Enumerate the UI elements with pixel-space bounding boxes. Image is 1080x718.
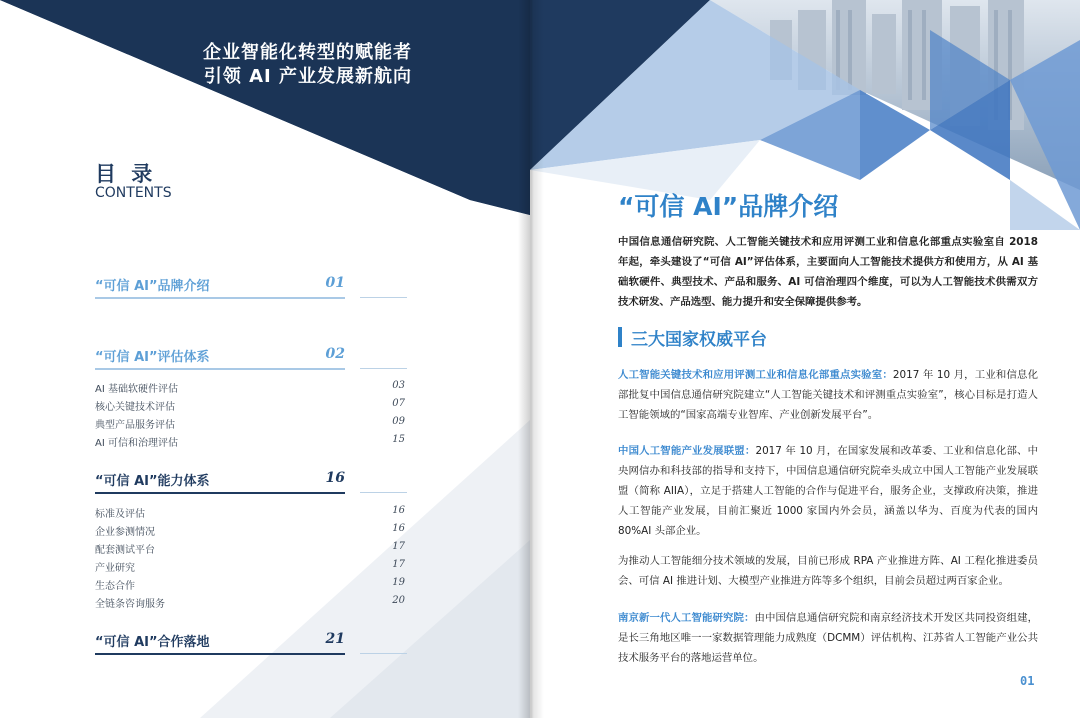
toc-chapter-evaluation[interactable] — [95, 346, 345, 370]
toc-item-label: AI 基础软硬件评估 — [95, 384, 178, 395]
chapter-side-line — [360, 653, 407, 654]
chapter-page: 02 — [325, 346, 345, 362]
platform-desc: 2017 年 10 月，工业和信息化部批复中国信息通信研究院建立“人工智能关键技术和评测重点实验室”，核心目标是打造人工智能领域的“国家高端专业智库、产业创新发展平台”。 — [618, 369, 1039, 421]
slogan-line-2: 引领 AI 产业发展新航向 — [203, 66, 412, 87]
organizations-paragraph: 为推动人工智能细分技术领域的发展，目前已形成 RPA 产业推进方阵、AI 工程化推进委员会、可信 AI 推进计划、大模型产业推进方阵等多个组织，目前会员超过两百家企业。 — [618, 555, 1038, 587]
toc-item[interactable] — [95, 523, 405, 539]
toc-item-label: 企业参测情况 — [95, 527, 155, 538]
slogan-line-1: 企业智能化转型的赋能者 — [203, 42, 412, 63]
chapter-side-line — [360, 492, 407, 493]
chapter-underline — [95, 297, 345, 299]
platform-paragraph-alliance — [618, 441, 1038, 541]
toc-item-label: 生态合作 — [95, 581, 135, 592]
platform-name: 人工智能关键技术和应用评测工业和信息化部重点实验室： — [618, 369, 893, 381]
chapter-underline — [95, 492, 345, 494]
toc-item[interactable] — [95, 398, 405, 414]
toc-item[interactable] — [95, 541, 405, 557]
section-title: 三大国家权威平台 — [631, 330, 767, 350]
toc-item-page: 17 — [392, 541, 405, 552]
chapter-label: “可信 AI”能力体系 — [95, 474, 210, 489]
platform-name: 南京新一代人工智能研究院： — [618, 612, 755, 624]
toc-item-label: 产业研究 — [95, 563, 135, 574]
section-bar — [618, 327, 622, 347]
toc-item-label: 配套测试平台 — [95, 545, 155, 556]
toc-item[interactable] — [95, 595, 405, 611]
intro-paragraph: 中国信息通信研究院、人工智能关键技术和应用评测工业和信息化部重点实验室自 2018 年起，牵头建设了“可信 AI”评估体系，主要面向人工智能技术提供方和使用方，从 AI 基础软硬件、典型技术、产品和服务、AI 可信治理四个维度，可以为人工智能技术供需双方技术研发、产品选型、能力提升和安全保障提供参考。 — [618, 236, 1038, 308]
toc-title: 目 录 — [95, 162, 157, 186]
left-navy-band-shade — [0, 0, 530, 215]
toc-chapter-brand[interactable] — [95, 275, 345, 299]
toc-chapter-capability[interactable] — [95, 470, 345, 494]
left-page — [0, 0, 530, 718]
toc-item[interactable] — [95, 505, 405, 521]
chapter-label: “可信 AI”评估体系 — [95, 350, 210, 365]
toc-item-label: 全链条咨询服务 — [95, 599, 165, 610]
toc-item[interactable] — [95, 434, 405, 450]
chapter-underline — [95, 653, 345, 655]
toc-item-page: 09 — [392, 416, 405, 427]
toc-item-label: 标准及评估 — [95, 509, 145, 520]
toc-item-page: 17 — [392, 559, 405, 570]
chapter-page: 01 — [325, 275, 345, 291]
page-number: 01 — [1020, 674, 1035, 688]
chapter-side-line — [360, 297, 407, 298]
toc-item-page: 15 — [392, 434, 405, 445]
toc-item[interactable] — [95, 577, 405, 593]
chapter-label: “可信 AI”品牌介绍 — [95, 279, 210, 294]
platform-paragraph-institute — [618, 608, 1038, 668]
platform-desc: 2017 年 10 月，在国家发展和改革委、工业和信息化部、中央网信办和科技部的指导和支持下，中国信息通信研究院牵头成立中国人工智能产业发展联盟（简称 AIIA），立足于搭建人工智能的合作与促进平台，服务企业，支撑政府决策，推进人工智能产业发展，目前汇聚近 1000 家国内外会员，涵盖以华为、百度为代表的国内 80%AI 头部企业。 — [618, 445, 1038, 537]
toc-item-page: 19 — [392, 577, 405, 588]
toc-item-label: 典型产品服务评估 — [95, 420, 175, 431]
chapter-underline — [95, 368, 345, 370]
toc-item[interactable] — [95, 380, 405, 396]
toc-item-page: 16 — [392, 505, 405, 516]
chapter-side-line — [360, 368, 407, 369]
toc-item-page: 03 — [392, 380, 405, 391]
chapter-page: 16 — [325, 470, 345, 486]
platform-name: 中国人工智能产业发展联盟： — [618, 445, 756, 457]
page-title: “可信 AI”品牌介绍 — [618, 192, 839, 221]
chapter-label: “可信 AI”合作落地 — [95, 635, 210, 650]
toc-item-label: AI 可信和治理评估 — [95, 438, 178, 449]
toc-item-page: 07 — [392, 398, 405, 409]
toc-item-page: 20 — [392, 595, 405, 606]
toc-item-page: 16 — [392, 523, 405, 534]
chapter-page: 21 — [325, 631, 345, 647]
platform-paragraph-lab — [618, 365, 1038, 425]
toc-subtitle: CONTENTS — [95, 185, 172, 201]
toc-item[interactable] — [95, 416, 405, 432]
toc-chapter-cooperation[interactable] — [95, 631, 345, 655]
toc-item-label: 核心关键技术评估 — [95, 402, 175, 413]
toc-item[interactable] — [95, 559, 405, 575]
platform-desc: 由中国信息通信研究院和南京经济技术开发区共同投资组建，是长三角地区唯一一家数据管理能力成熟度（DCMM）评估机构、江苏省人工智能产业公共技术服务平台的落地运营单位。 — [618, 612, 1039, 664]
right-page — [530, 0, 1080, 718]
